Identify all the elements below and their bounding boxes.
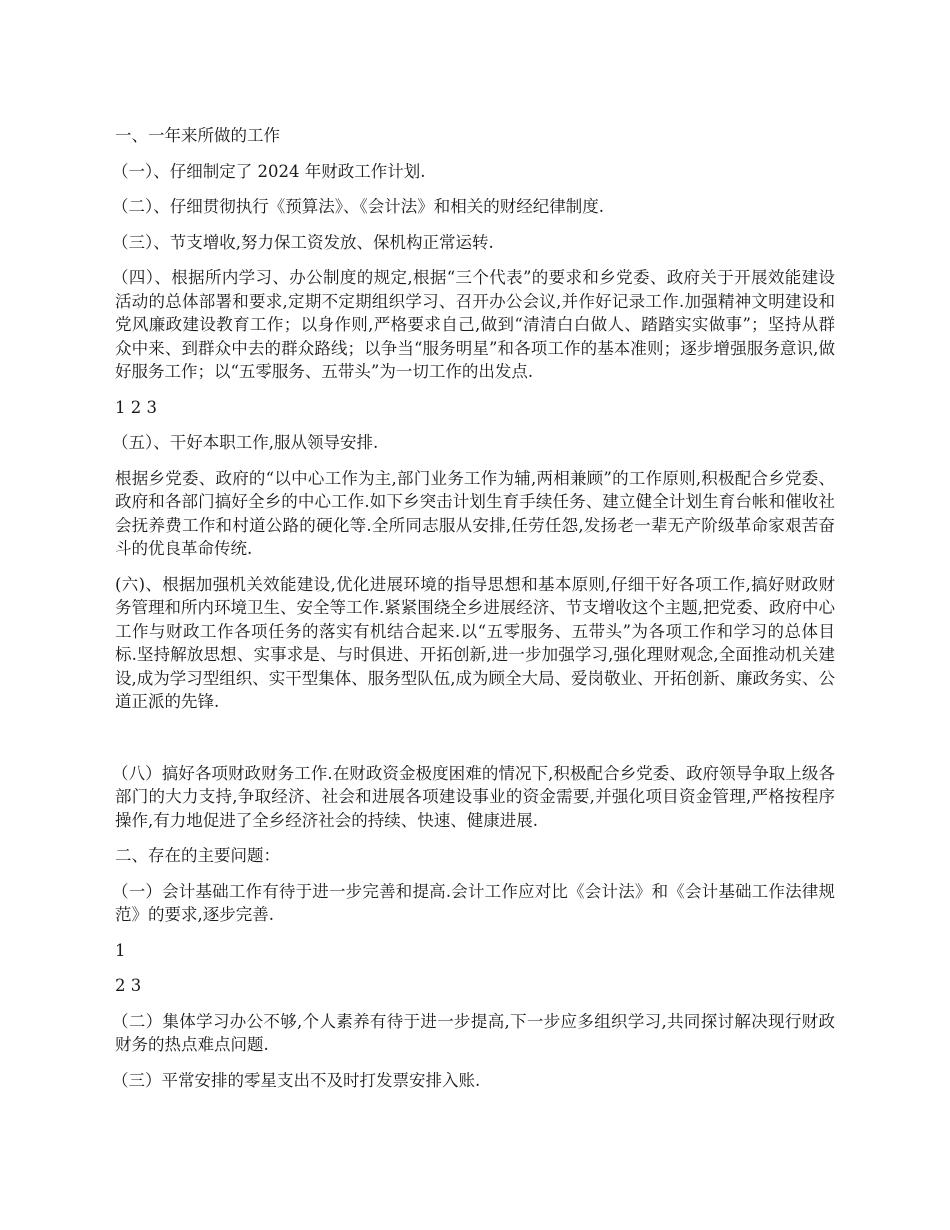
paragraph-item-4: （四）、根据所内学习、办公制度的规定,根据“三个代表”的要求和乡党委、政府关于开展效能建设活动的总体部署和要求,定期不定期组织学习、召开办公会议,并作好记录工作.加强精神文明建设和党风廉政建设教育工作；以身作则,严格要求自己,做到“清清白白做人、踏踏实实做事”；坚持从群众中来、到群众中去的群众路线；以争当“服务明星”和各项工作的基本准则；逐步增强服务意识,做好服务工作；以“五零服务、五带头”为一切工作的出发点. bbox=[112, 268, 835, 381]
paragraph-item-8: （八）搞好各项财政财务工作.在财政资金极度困难的情况下,积极配合乡党委、政府领导争取上级各部门的大力支持,争取经济、社会和进展各项建设事业的资金需要,并强化项目资金管理,严格按程序操作,有力地促进了全乡经济社会的持续、快速、健康进展. bbox=[112, 763, 835, 830]
paragraph-problem-3: （三）平常安排的零星支出不及时打发票安排入账. bbox=[112, 1070, 481, 1090]
section-heading-work-done: 一、一年来所做的工作 bbox=[115, 126, 280, 145]
document-body bbox=[112, 124, 835, 1104]
paragraph-item-6: (六)、根据加强机关效能建设,优化进展环境的指导思想和基本原则,仔细干好各项工作,搞好财政财务管理和所内环境卫生、安全等工作.紧紧围绕全乡进展经济、节支增收这个主题,把党委、政府中心工作与财政工作各项任务的落实有机结合起来.以“五零服务、五带头”为各项工作和学习的总体目标.坚持解放思想、实事求是、与时俱进、开拓创新,进一步加强学习,强化理财观念,全面推动机关建设,成为学习型组织、实干型集体、服务型队伍,成为顾全大局、爱岗敬业、开拓创新、廉政务实、公道正派的先锋. bbox=[115, 574, 835, 711]
paragraph-item-3: （三）、节支增收,努力保工资发放、保机构正常运转. bbox=[112, 232, 494, 252]
paragraph-central-work: 根据乡党委、政府的“以中心工作为主,部门业务工作为辅,两相兼顾”的工作原则,积极配合乡党委、政府和各部门搞好全乡的中心工作.如下乡突击计划生育手续任务、建立健全计划生育台帐和催收社会抚养费工作和村道公路的硬化等.全所同志服从安排,任劳任怨,发扬老一辈无产阶级革命家艰苦奋斗的优良革命传统. bbox=[115, 468, 835, 558]
page-number-marker-1: 1 2 3 bbox=[115, 397, 157, 417]
paragraph-problem-2: （二）集体学习办公不够,个人素养有待于进一步提高,下一步应多组织学习,共同探讨解决现行财政财务的热点难点问题. bbox=[112, 1011, 835, 1054]
paragraph-item-2: （二）、仔细贯彻执行《预算法》、《会计法》和相关的财经纪律制度. bbox=[112, 197, 604, 216]
page-number-marker-3: 2 3 bbox=[115, 976, 142, 995]
blank-gap bbox=[115, 726, 835, 762]
section-heading-problems: 二、存在的主要问题： bbox=[115, 846, 280, 865]
paragraph-item-5: （五）、干好本职工作,服从领导安排. bbox=[112, 433, 379, 452]
paragraph-problem-1: （一）会计基础工作有待于进一步完善和提高.会计工作应对比《会计法》和《会计基础工作法律规范》的要求,逐步完善. bbox=[112, 881, 835, 924]
paragraph-item-1: （一）、仔细制定了 2024 年财政工作计划. bbox=[112, 161, 426, 181]
page-number-marker-2: 1 bbox=[115, 940, 126, 960]
